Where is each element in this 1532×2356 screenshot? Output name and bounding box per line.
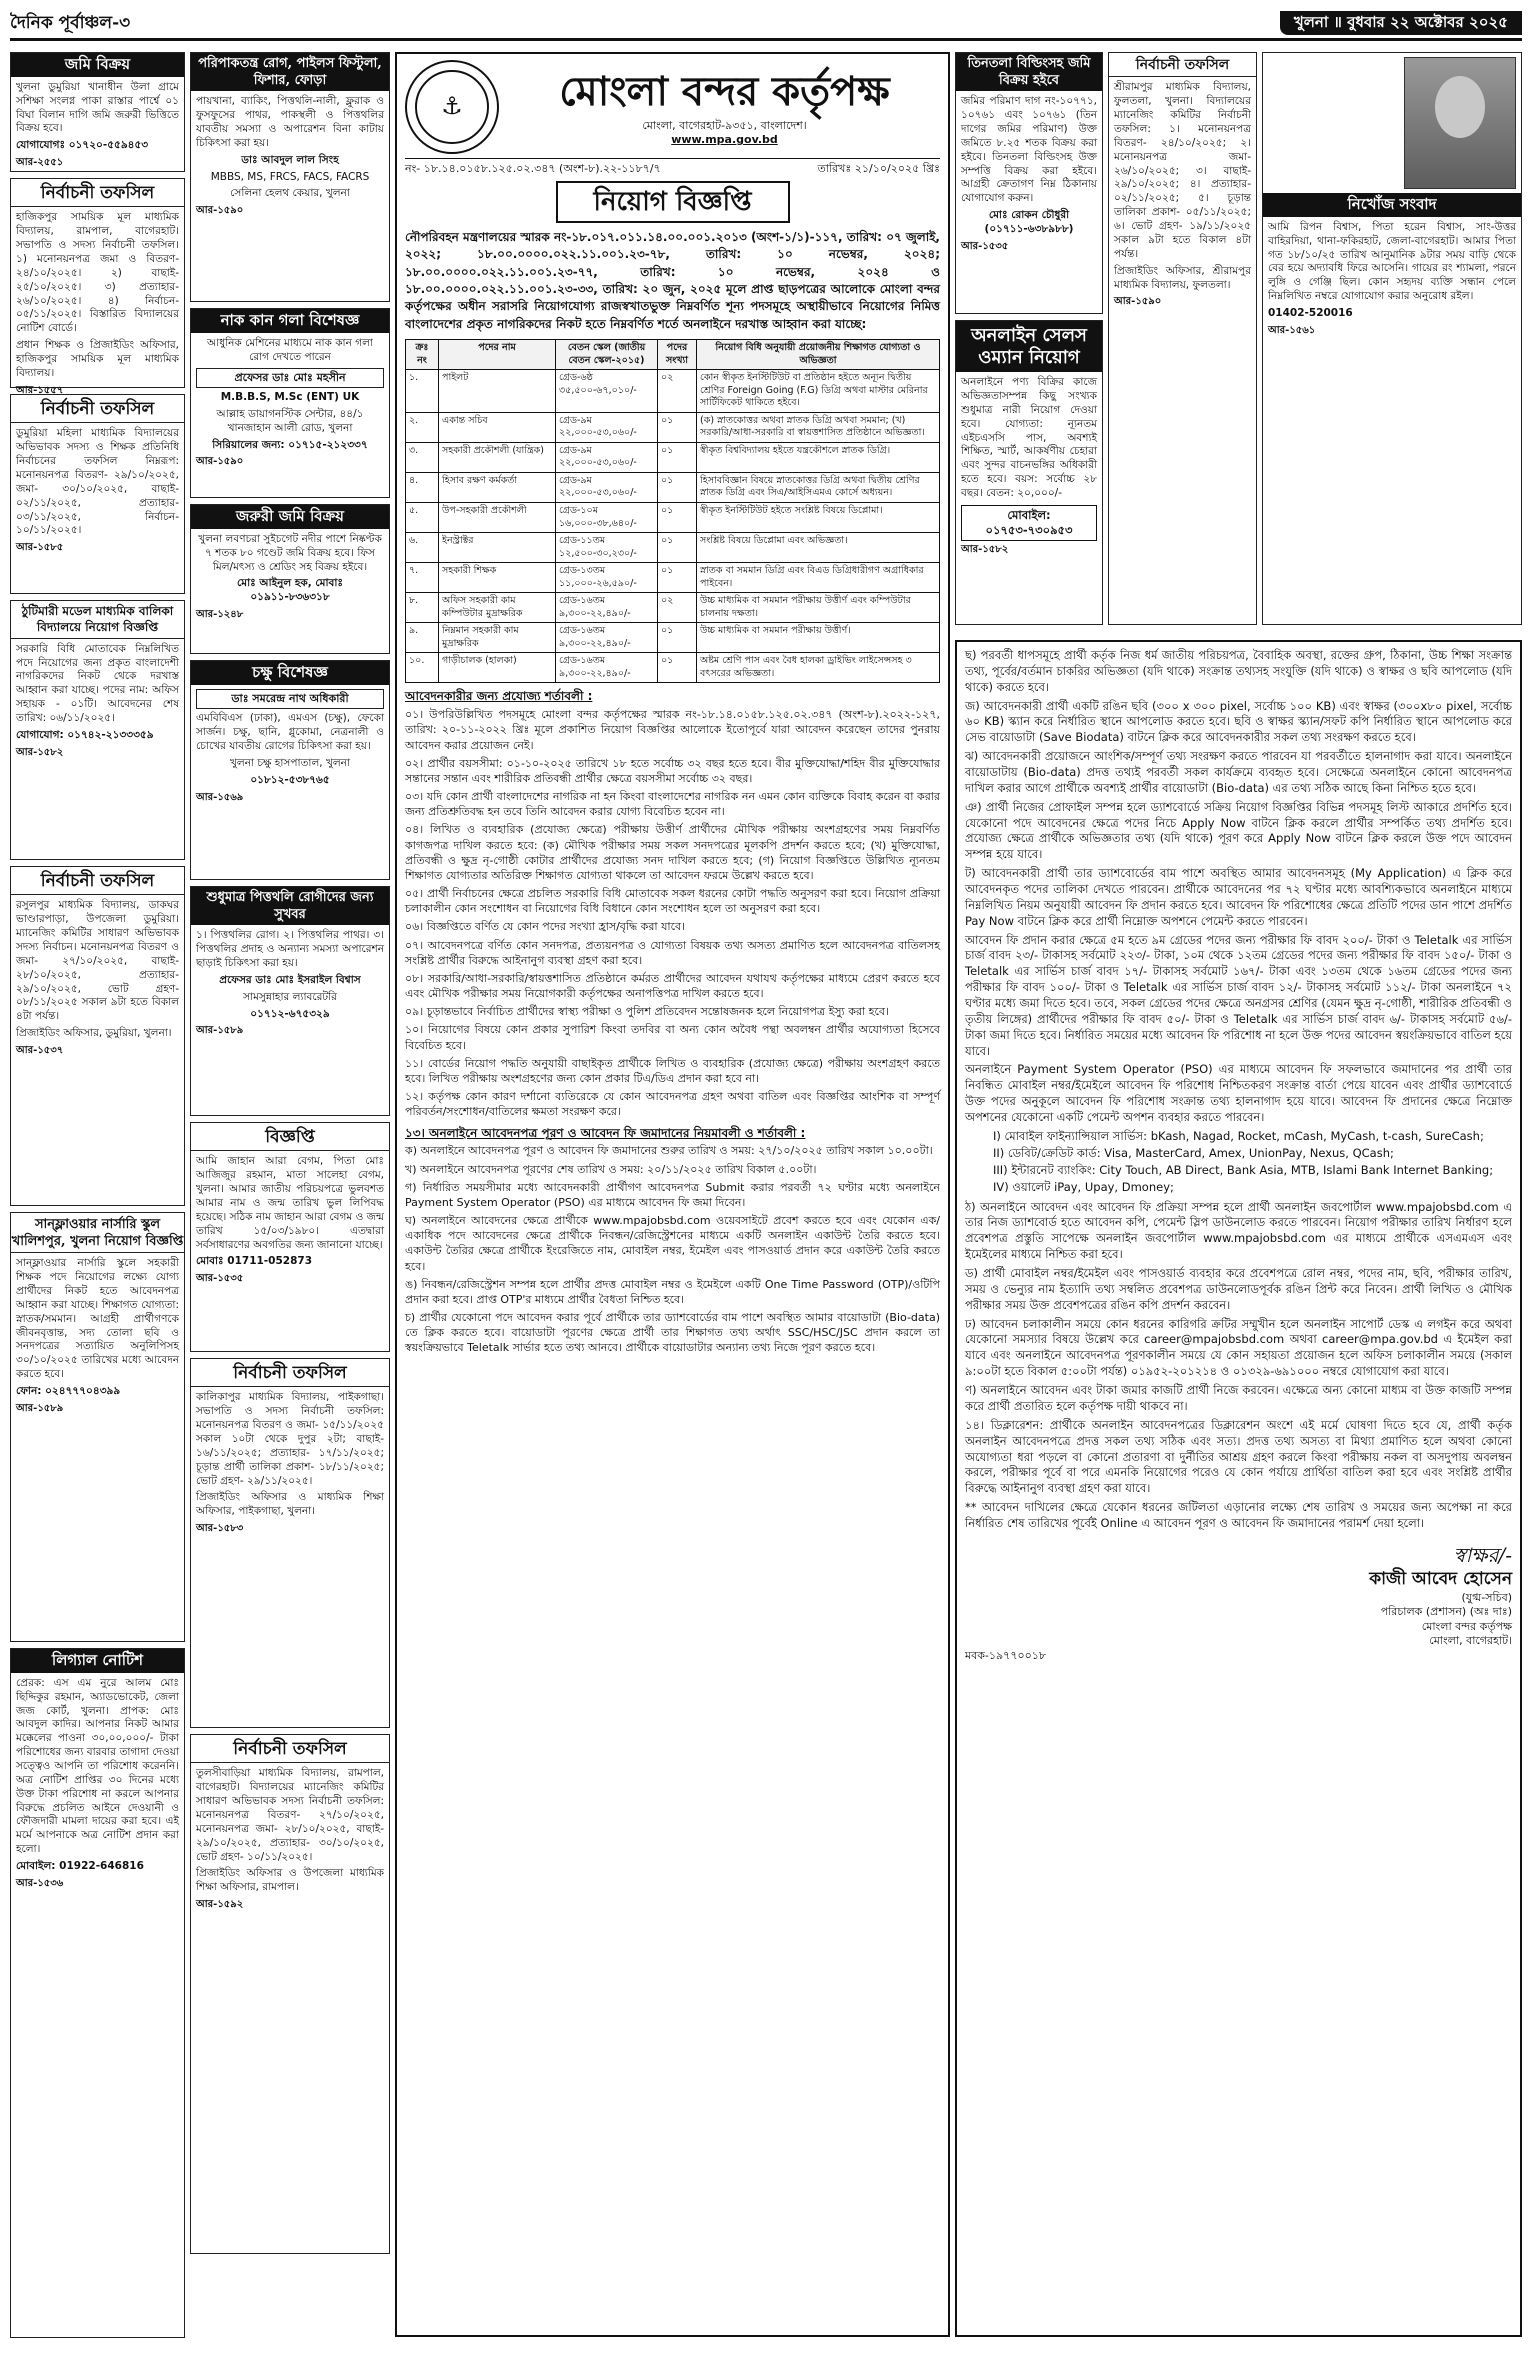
ad-contact: যোগাযোগ: ০১৭৪২-২১৩৩৩৫৯: [16, 728, 154, 741]
rules-header: আবেদনকারীর জন্য প্রযোজ্য শর্তাবলী :: [405, 689, 593, 704]
ad-title: নির্বাচনী তফসিল: [11, 870, 184, 895]
payment-option: II) ডেবিট/ক্রেডিট কার্ড: Visa, MasterCard, Amex, UnionPay, Nexus, QCash;: [993, 1146, 1394, 1161]
masthead: [10, 8, 1522, 41]
ad-election-3: [10, 866, 185, 1206]
ad-gallbladder: [190, 886, 390, 1116]
ad-election-4: [190, 1358, 390, 1728]
ad-body: ডুমুরিয়া মহিলা মাধ্যমিক বিদ্যালয়ের অভিভাবক সদস্য ও শিক্ষক প্রতিনিধি নির্বাচনের তফসিল নিম্নরূপ: মনোনয়নপত্র বিতরণ- ২৯/১০/২০২৫, জমা- ৩০/১০/২০২৫, বাছাই- ০২/১১/২০২৫, প্রত্যাহার- ০৩/১১/২০২৫, নির্বাচন- ১০/১১/২০২৫।: [16, 427, 179, 537]
ad-title: নির্বাচনী তফসিল: [1109, 56, 1256, 77]
ad-title: ঠুটিমারী মডেল মাধ্যমিক বালিকা বিদ্যালয়ে নিয়োগ বিজ্ঞপ্তি: [11, 604, 184, 639]
ad-recruit: [10, 600, 185, 860]
ad-contact: মোবাঃ 01711-052873: [196, 1255, 313, 1268]
ad-election-2: [10, 394, 185, 594]
table-cell-req: স্বীকৃত ইনস্টিটিউট হইতে সংশ্লিষ্ট বিষয়ে ডিপ্লোমা।: [697, 503, 940, 533]
table-cell-name: গাড়ীচালক (হালকা): [439, 653, 556, 683]
table-cell-name: সহকারী শিক্ষক: [439, 563, 556, 593]
signature-block: [965, 1542, 1512, 1649]
column-5: [1262, 52, 1522, 631]
ad-ref: আর-১৫৫৭: [16, 384, 64, 396]
table-cell-name: নিম্নমান সহকারী কাম মুদ্রাক্ষরিক: [439, 623, 556, 653]
rule-paragraph: ০১। উপরিউল্লিখিত পদসমূহে মোংলা বন্দর কর্তৃপক্ষের স্মারক নং-১৮.১৪.০১৫৮.১২৫.০২.৩৪৭ (অংশ-৮).২০২২-১২৭, তারিখ: ২০-১১-২০২২ খ্রিঃ মূলে প্রকাশিত নিয়োগ বিজ্ঞপ্তির আলোকে ইতোপূর্বে যারা আবেদন করেছেন তাদের পুনরায় আবেদন করার প্রয়োজন নেই।: [405, 708, 940, 752]
ad-title: চক্ষু বিশেষজ্ঞ: [191, 661, 389, 685]
ad-ref: আর-১৫৩৭: [16, 1045, 64, 1057]
ad-body: খুলনা লবণচরা সুইচগেট নদীর পাশে নিষ্কণ্টক ৭ শতক ৮০ গণ্ডেট জমি বিক্রয় হবে। ফিস মিল/মৎস্য ও শ্রেডিং সহ বিক্রয় হইবে।: [198, 532, 382, 573]
table-cell-name: হিসাব রক্ষণ কর্মকর্তা: [439, 472, 556, 502]
rule-paragraph: ঘ) অনলাইনে আবেদনের ক্ষেত্রে প্রার্থীকে www.mpajobsbd.com ওয়েবসাইটে প্রবেশ করতে হবে এবং যেকোন এক/একাধিক পদে আবেদনের ক্ষেত্রে প্রার্থীকে নিবন্ধন/রেজিস্ট্রেশনের মাধ্যমে একটি অনলাইন একাউন্ট তৈরি করতে হবে। একাউন্ট তৈরির ক্ষেত্রে প্রার্থীকে ইংরেজিতে নাম, মোবাইল নম্বর, ইমেইল এবং পাসওয়ার্ড প্রদান করে একাউন্ট তৈরি করতে হবে।: [405, 1214, 940, 1273]
rule-paragraph: ট) আবেদনকারী প্রার্থী তার ড্যাশবোর্ডের বাম পাশে অবস্থিত আমার আবেদনসমূহ (My Application) এ ক্লিক করে আবেদনকৃত পদের তালিকা দেখতে পারবেন। প্রার্থীকে আবেদনের পর ৭২ ঘণ্টার মধ্যে আবশ্যিকভাবে অনলাইনে মাধ্যমে নিম্নলিখিত নিয়ম অনুযায়ী আবেদন ফি প্রদান করতে হবে। আবেদন ফি পরিশোধের ক্ষেত্রে প্রতিটি পদের ডান পাশে প্রদর্শিত Pay Now বাটনে ক্লিক করে প্রার্থী নিম্নোক্ত অপশনে পেমেন্ট করতে পারবেন।: [965, 866, 1512, 928]
signature-mark: স্বাক্ষর/-: [1453, 1542, 1512, 1567]
rule-paragraph: ০৪। লিখিত ও ব্যবহারিক (প্রযোজ্য ক্ষেত্রে) পরীক্ষায় উত্তীর্ণ প্রার্থীদের মৌখিক পরীক্ষায় অংশগ্রহণের সময় নিম্নবর্ণিত কাগজপত্র দাখিল করতে হবে: (ক) মৌখিক পরীক্ষার সময় সকল সনদপত্রের মূলকপি প্রদর্শন করতে হবে; (খ) মুক্তিযোদ্ধা, প্রতিবন্ধী ও ক্ষুদ্র নৃ-গোষ্ঠী কোটার প্রার্থীদের প্রযোজ্য সনদ দাখিল করতে হবে; (গ) নিয়োগ বিজ্ঞপ্তিতে উল্লিখিত ন্যূনতম শিক্ষাগত যোগ্যতার অতিরিক্ত শিক্ষাগত যোগ্যতা থাকলে তা আবেদন ফরমে উল্লেখ করতে হবে।: [405, 823, 940, 882]
table-header: নিয়োগ বিধি অনুযায়ী প্রয়োজনীয় শিক্ষাগত যোগ্যতা ও অভিজ্ঞতা: [697, 340, 940, 370]
org-title: মোংলা বন্দর কর্তৃপক্ষ: [559, 68, 890, 116]
signer-department: পরিচালক (প্রশাসন) (অঃ দাঃ): [1380, 1605, 1512, 1619]
table-cell-n: ৪.: [406, 472, 439, 502]
ad-title: পরিপাকতন্ত্র রোগ, পাইলস ফিস্টুলা, ফিশার, ফোড়া: [191, 53, 389, 91]
rule-paragraph: ০৭। আবেদনপত্রে বর্ণিত কোন সনদপত্র, প্রত্যয়নপত্র ও যোগ্যতা বিষয়ক তথ্য অসত্য প্রমাণিত হলে আবেদনপত্র বাতিলসহ সংশ্লিষ্ট প্রার্থীর বিরুদ্ধে আইনানুগ ব্যবস্থা গ্রহণ করা হবে।: [405, 938, 940, 967]
ad-sign: প্রিজাইডিং অফিসার, শ্রীরামপুর মাধ্যমিক বিদ্যালয়, ফুলতলা।: [1114, 264, 1251, 291]
ad-doctor-gastro: [190, 52, 390, 302]
ad-ref: আর-১৫৯০: [1114, 296, 1162, 308]
table-cell-n: ২.: [406, 412, 439, 442]
rule-paragraph: ০৯। চূড়ান্তভাবে নির্বাচিত প্রার্থীদের স্বাস্থ্য পরীক্ষা ও পুলিশ প্রতিবেদন সন্তোষজনক হলে নিয়োগপত্র ইস্যু করা হবে।: [405, 1005, 889, 1019]
column-4: [955, 52, 1257, 631]
signer-role: (যুগ্ম-সচিব): [1461, 1590, 1512, 1604]
ad-title: তিনতলা বিল্ডিংসহ জমি বিক্রয় হইবে: [956, 53, 1102, 91]
main-ad-box: [395, 52, 950, 2337]
ad-ent: [190, 308, 390, 498]
table-cell-req: স্বীকৃত বিশ্ববিদ্যালয় হইতে যন্ত্রকৌশলে স্নাতক ডিগ্রি।: [697, 442, 940, 472]
ad-ref: আর-১৫৮৫: [16, 542, 64, 554]
notice-intro: নৌপরিবহন মন্ত্রণালয়ের স্মারক নং-১৮.০১৭.০১১.১৪.০০.০০১.২০১৩ (অংশ-১/১)-১১৭, তারিখ: ০৭ জুলাই, ২০২২; ১৮.০০.০০০০.০২২.১১.০০১.২৩-৭৮, তারিখ: ১০ নভেম্বর, ২০২৪; ১৮.০০.০০০০.০২২.১১.০০১.২৩-৭৭, তারিখ: ১০ নভেম্বর, ২০২৪ ও ১৮.০০.০০০০.০২২.১১.০০১.২৩-৩৩, তারিখ: ২০ জুন, ২০২৫ মূলে প্রাপ্ত ছাড়পত্রের আলোকে মোংলা বন্দর কর্তৃপক্ষের অধীন সরাসরি নিয়োগযোগ্য রাজস্বখাতভুক্ত নিম্নবর্ণিত শূন্য পদসমূহে অস্থায়ীভাবে নিয়োগের নিমিত্ত বাংলাদেশের প্রকৃত নাগরিকদের নিকট হতে নিম্নবর্ণিত শর্তে অনলাইনে দরখাস্ত আহ্বান করা যাচ্ছে:: [405, 229, 940, 331]
doctor-chamber: আল্লাহ ডায়াগনস্টিক সেন্টার, ৪৪/১ খানজাহান আলী রোড, খুলনা: [216, 407, 364, 434]
ad-ref: আর-১৫৩৬: [16, 1877, 64, 1889]
table-cell-scale: গ্রেড-১৬তম ৯,৩০০-২২,৪৯০/-: [556, 653, 658, 683]
rule-paragraph: অনলাইনে Payment System Operator (PSO) এর মাধ্যমে আবেদন ফি সফলভাবে জমাদানের পর প্রার্থী তার নিবন্ধিত মোবাইল নম্বর/ইমেইলে আবেদন ফি পরিশোধ নিশ্চিতকরণ সংক্রান্ত বার্তা পেয়ে যাবেন এবং প্রার্থীর ড্যাশবোর্ডে উক্ত পদের অনুকূলে আবেদন ফি পরিশোধ সংক্রান্ত তথ্য হালনাগাদ হয়ে যাবে। আবেদন ফি প্রদানের ক্ষেত্রে নিম্নোক্ত অপশনের যেকোনো একটি পেমেন্ট অপশন ব্যবহার করতে পারবেন।: [965, 1062, 1512, 1125]
table-row: [406, 623, 940, 653]
payment-options-list: [993, 1129, 1512, 1196]
table-cell-req: হিসাববিজ্ঞান বিষয়ে স্নাতকোত্তর ডিগ্রি অথবা দ্বিতীয় শ্রেণির স্নাতক ডিগ্রি এবং সিএ/আইসিএমএ কোর্সে অধ্যয়ন।: [697, 472, 940, 502]
online-rules-header: ১৩। অনলাইনে আবেদনপত্র পূরণ ও আবেদন ফি জমাদানের নিয়মাবলী ও শর্তাবলী :: [405, 1125, 806, 1140]
ad-title: নাক কান গলা বিশেষজ্ঞ: [191, 309, 389, 333]
posts-table: [405, 339, 940, 683]
table-cell-n: ৮.: [406, 593, 439, 623]
table-header: ক্রঃ নং: [406, 340, 439, 370]
ad-ref: আর-১৫৬১: [1268, 324, 1316, 336]
rule-paragraph: ঠ) অনলাইনে আবেদন এবং আবেদন ফি প্রক্রিয়া সম্পন্ন হলে প্রার্থী অনলাইন জবপোর্টাল www.mpajobsbd.com এ তার নিজ ড্যাশবোর্ড হতে আবেদন কপি, পেমেন্ট স্লিপ ডাউনলোড করতে পারবেন। নিয়োগ পরীক্ষার তারিখ নির্ধারণ হলে প্রবেশপত্র প্রস্তুতি সাপেক্ষে অনলাইন জবপোর্টাল www.mpajobsbd.com এর মাধ্যমে প্রার্থীকে এসএমএস এবং ইমেইলের মাধ্যমে নিশ্চিত করা হবে।: [965, 1199, 1512, 1262]
ad-legal-notice: [10, 1648, 185, 2338]
table-header: পদের নাম: [439, 340, 556, 370]
ad-contact: যোগাযোগঃ ০১৭২০-৫৫৯৪৫৩: [16, 139, 149, 152]
table-cell-req: কোন স্বীকৃত ইনস্টিটিউট বা প্রতিষ্ঠান হইতে অন্যূন দ্বিতীয় শ্রেণির Foreign Going (F.G) ডিগ্রি অথবা মাস্টার মেরিনার সার্টিফিকেট থাকিতে হইবে।: [697, 370, 940, 413]
ad-ref: আর-১৫৩৫: [196, 1273, 244, 1285]
org-website: www.mpa.gov.bd: [671, 133, 778, 147]
table-cell-count: ০২: [658, 593, 697, 623]
table-cell-name: পাইলট: [439, 370, 556, 413]
ad-urgent-land: [190, 504, 390, 654]
memo-date: তারিখঃ ২১/১০/২০২৫ খ্রিঃ: [817, 162, 940, 175]
table-cell-scale: গ্রেড-১০ম ১৬,০০০-৩৮,৬৪০/-: [556, 503, 658, 533]
ad-title: লিগ্যাল নোটিশ: [11, 1649, 184, 1673]
payment-option: IV) ওয়ালেট iPay, Upay, Dmoney;: [993, 1180, 1174, 1195]
rule-paragraph: ০২। প্রার্থীর বয়সসীমা: ০১-১০-২০২৫ তারিখে ১৮ হতে সর্বোচ্চ ৩২ বছর হতে হবে। বীর মুক্তিযোদ্ধা/শহিদ বীর মুক্তিযোদ্ধার সন্তানের সন্তান এবং শারীরিক প্রতিবন্ধী প্রার্থীর ক্ষেত্রে বয়সসীমা সর্বোচ্চ ৩২ বছর।: [405, 756, 940, 785]
ad-body: পায়খানা, ব্যাকিং, পিত্তথলি-নালী, ফ্লুরাক ও ফুসফুসের পাথর, পাকস্থলী ও পিত্তথলির যাবতীয় সমস্যা ও অপারেশন বিনা কাটায় চিকিৎসা করা হয়।: [196, 95, 384, 149]
continuation-rules: [965, 648, 1512, 1126]
table-row: [406, 472, 940, 502]
table-cell-name: ইনস্ট্রাক্টর: [439, 533, 556, 563]
ad-ref: আর-১৫৮২: [961, 544, 1009, 556]
ad-body: কালিকাপুর মাধ্যমিক বিদ্যালয়, পাইকগাছা। সভাপতি ও সদস্য নির্বাচনী তফসিল: মনোনয়নপত্র বিতরণ ও জমা- ১৫/১১/২০২৫ সকাল ১০টা থেকে দুপুর ২টা; বাছাই- ১৬/১১/২০২৫; প্রত্যাহার- ১৭/১১/২০২৫; চূড়ান্ত প্রার্থী তালিকা প্রকাশ- ১৮/১১/২০২৫; ভোট গ্রহণ- ২৯/১১/২০২৫।: [196, 1391, 384, 1487]
ad-body: আধুনিক মেশিনের মাধ্যমে নাক কান গলা রোগ দেখতে পারেন: [207, 336, 373, 363]
ad-title: সান্ফ্লাওয়ার নার্সারি স্কুল খালিশপুর, খুলনা নিয়োগ বিজ্ঞপ্তি: [11, 1216, 184, 1253]
table-cell-name: অফিস সহকারী কাম কম্পিউটার মুদ্রাক্ষরিক: [439, 593, 556, 623]
ad-body: হাজিকপুর সাময়িক মূল মাধ্যমিক বিদ্যালয়, রামপাল, বাগেরহাট। সভাপতি ও সদস্য নির্বাচনী তফসিল। ১) মনোনয়নপত্র জমা ও বিতরণ- ২৪/১০/২০২৫। ২) বাছাই- ২৫/১০/২০২৫। ৩) প্রত্যাহার- ২৬/১০/২০২৫। ৪) নির্বাচন- ০৫/১১/২০২৫। বিস্তারিত বিদ্যালয়ের নোটিশ বোর্ডে।: [16, 211, 179, 335]
rule-paragraph: জ) আবেদনকারী প্রার্থী একটি রঙিন ছবি (৩০০ x ৩০০ pixel, সর্বোচ্চ ১০০ KB) এবং স্বাক্ষর (৩০০x৮০ pixel, সর্বোচ্চ ৬০ KB) স্ক্যান করে নির্ধারিত স্থানে আপলোড করতে হবে। ছবি ও স্বাক্ষর স্ক্যান/সফট কপি নির্ধারিত স্থানে আপলোড করে সেভ বায়োডাটা (Save Biodata) বাটনে ক্লিক করে আবেদনকারীর সকল তথ্য সংরক্ষণ করতে হবে।: [965, 698, 1512, 745]
table-header: পদের সংখ্যা: [658, 340, 697, 370]
ad-body: এমবিবিএস (ঢাকা), এমএস (চক্ষু), ফেকো সার্জন। চক্ষু, ছানি, গ্লুকোমা, নেত্রনালী ও চোখের যাবতীয় রোগের চিকিৎসা করা হয়।: [196, 712, 384, 753]
doctor-chamber: সামসুন্নাহার ল্যাবরেটরি: [243, 990, 337, 1003]
signer-location: মোংলা, বাগেরহাট।: [1429, 1634, 1512, 1648]
table-cell-scale: গ্রেড-১৩তম ১১,০০০-২৬,৫৯০/-: [556, 563, 658, 593]
ad-election-6: [1108, 52, 1257, 625]
ad-ref: আর-১৫৮৯: [16, 1402, 64, 1414]
table-cell-req: সংশ্লিষ্ট বিষয়ে ডিপ্লোমা এবং অভিজ্ঞতা।: [697, 533, 940, 563]
table-cell-count: ০১: [658, 442, 697, 472]
table-cell-count: ০১: [658, 472, 697, 502]
table-cell-n: ৬.: [406, 533, 439, 563]
table-cell-scale: গ্রেড-৯ম ২২,০০০-৫৩,০৬০/-: [556, 412, 658, 442]
online-rules-list: [405, 1143, 940, 1355]
table-header-row: [406, 340, 940, 370]
ad-contact: ০১৭১২-৬৭৫৩২৯: [250, 1007, 330, 1020]
table-cell-scale: গ্রেড-১৬তম ৯,৩০০-২২,৪৯০/-: [556, 623, 658, 653]
table-row: [406, 412, 940, 442]
table-cell-n: ৯.: [406, 623, 439, 653]
anchor-logo-icon: ⚓: [405, 60, 499, 154]
missing-person-photo: [1404, 57, 1516, 189]
rule-paragraph: ** আবেদন দাখিলের ক্ষেত্রে যেকোন ধরনের জটিলতা এড়ানোর লক্ষ্যে শেষ তারিখ ও সময়ের জন্য অপেক্ষা না করে নির্ধারিত শেষ তারিখের পূর্বেই Online এ আবেদন পূরণ ও আবেদন ফি জমাদানের পরামর্শ দেয়া হলো।: [965, 1500, 1512, 1530]
posts-table-body: [406, 370, 940, 683]
ad-body: সরকারি বিধি মোতাবেক নিম্নলিখিত পদে নিয়োগের জন্য প্রকৃত বাংলাদেশী নাগরিকদের নিকট থেকে দরখাস্ত আহ্বান করা যাচ্ছে। পদের নাম: অফিস সহায়ক - ০১টি। আবেদনের শেষ তারিখ: ০৬/১১/২০২৫।: [16, 642, 179, 724]
table-cell-scale: গ্রেড-৯ম ২২,০০০-৫৩,০৬০/-: [556, 442, 658, 472]
ad-ref: আর-১৫৯০: [196, 456, 244, 468]
doctor-name: ডাঃ আবদুল লাল সিংহ: [241, 153, 339, 166]
doctor-degree: MBBS, MS, FRCS, FACS, FACRS: [210, 170, 370, 183]
table-cell-name: সহকারী প্রকৌশলী (যান্ত্রিক): [439, 442, 556, 472]
rule-paragraph: ঞ) প্রার্থী নিজের প্রোফাইল সম্পন্ন হলে ড্যাশবোর্ডে সক্রিয় নিয়োগ বিজ্ঞপ্তির বিভিন্ন পদসমূহ লিস্ট আকারে প্রদর্শিত হবে। যেকোনো পদে আবেদনের ক্ষেত্রে পদের নিচে Apply Now বাটনে ক্লিক করলে প্রার্থীর সম্পর্কিত তথ্য প্রদর্শিত হবে। প্রযোজ্য ক্ষেত্রে প্রার্থীকে অভিজ্ঞতার তথ্য (যদি থাকে) পূরণ করে Apply Now বাটনে ক্লিক করলে উক্ত পদে আবেদন সম্পন্ন হয়ে যাবে।: [965, 799, 1512, 862]
table-cell-n: ১.: [406, 370, 439, 413]
ad-body: জমির পরিমাণ দাগ নং-১০৭৭১, ১০৭৬১ এবং ১০৭৬১ (তিন দাগের জমির পরিমাণ) উক্ত জমিতে ৮.২৫ শতক বিক্রয় করা হইবে। তিনতলা বিল্ডিংসহ উক্ত সম্পত্তি বিক্রয় করা হইবে। আগ্রহী ক্রেতাগণ নিম্ন ঠিকানায় যোগাযোগ করুন।: [961, 95, 1097, 205]
table-cell-n: ৭.: [406, 563, 439, 593]
table-row: [406, 370, 940, 413]
table-cell-n: ১০.: [406, 653, 439, 683]
ad-contact: সিরিয়ালের জন্য: ০১৭১৫-২১২৩৩৭: [212, 438, 368, 451]
ad-body: আমি জাহান আরা বেগম, পিতা মোঃ আজিজুর রহমান, মাতা সালেহা বেগম, খুলনা। আমার জাতীয় পরিচয়পত্রে ভুলবশত আমার নাম ও জন্ম তারিখ ভুল লিপিবদ্ধ হয়েছে। সঠিক নাম জাহান আরা বেগম ও জন্ম তারিখ ১৫/০৩/১৯৮০। এতদ্বারা সর্বসাধারণের অবগতির জন্য জানানো যাচ্ছে।: [196, 1155, 384, 1251]
doctor-chamber: সেলিনা হেলথ কেয়ার, খুলনা: [230, 187, 350, 200]
rule-paragraph: চ) প্রার্থীর যেকোনো পদে আবেদন করার পূর্বে প্রার্থীকে তার ড্যাশবোর্ডের বাম পাশে অবস্থিত আমার বায়োডাটা (Bio-data) তে ক্লিক করতে হবে। বায়োডাটা পূরণের ক্ষেত্রে প্রার্থী তার শিক্ষাগত তথ্য অর্থাৎ SSC/HSC/JSC প্রদান করলে তা স্বয়ংক্রিয়ভাবে Teletalk সার্ভার হতে তথ্য আনবে। প্রার্থীকে বায়োডাটার অন্যান্য তথ্য নিজে পূরণ করতে হবে।: [405, 1311, 940, 1355]
doctor-name: প্রফেসর ডাঃ মোঃ ইসরাইল বিশ্বাস: [219, 973, 361, 986]
rule-paragraph: ০৬। বিজ্ঞপ্তিতে বর্ণিত যে কোন পদের সংখ্যা হ্রাস/বৃদ্ধি করা যাবে।: [405, 920, 686, 934]
table-cell-count: ০১: [658, 623, 697, 653]
column-1: [10, 52, 185, 2344]
ad-ref: আর-১৫৮৩: [196, 1523, 244, 1535]
ad-title: নির্বাচনী তফসিল: [11, 182, 184, 207]
ad-title: নির্বাচনী তফসিল: [191, 1738, 389, 1763]
doctor-name: ডাঃ সমরেন্দ্র নাথ অধিকারী: [196, 689, 384, 710]
rule-paragraph: খ) অনলাইনে আবেদনপত্র পূরণের শেষ তারিখ ও সময়: ২০/১১/২০২৫ তারিখ বিকাল ৫.০০টা।: [405, 1162, 817, 1176]
masthead-date: খুলনা ॥ বুধবার ২২ অক্টোবর ২০২৫: [1280, 11, 1522, 35]
rule-paragraph: ১১। বোর্ডের নিয়োগ পদ্ধতি অনুযায়ী বাছাইকৃত প্রার্থীকে লিখিত ও ব্যবহারিক (প্রযোজ্য ক্ষেত্রে) পরীক্ষায় অংশগ্রহণ করতে হবে। লিখিত পরীক্ষায় অংশগ্রহণের জন্য কোন প্রকার টিএ/ডিএ প্রদান করা হবে না।: [405, 1056, 940, 1085]
rule-paragraph: ০৮। সরকারি/আধা-সরকারি/স্বায়ত্তশাসিত প্রতিষ্ঠানে কর্মরত প্রার্থীদের আবেদন যথাযথ কর্তৃপক্ষের মাধ্যমে প্রেরণ করতে হবে এবং মৌখিক পরীক্ষার সময় নিয়োগকারী কর্তৃপক্ষের অনাপত্তিপত্র দাখিল করতে হবে।: [405, 971, 940, 1001]
ad-body: আমি রিপন বিশ্বাস, পিতা হরেন বিশ্বাস, সাং-উত্তর বাহিরদিয়া, থানা-ফকিরহাট, জেলা-বাগেরহাট। আমার পিতা গত ১৮/১০/২৫ তারিখ আনুমানিক ৯টার সময় বাড়ি থেকে বের হয়ে অদ্যাবধি ফিরে আসেনি। গায়ের রং শ্যামলা, পরনে লুঙ্গি ও গেঞ্জি ছিল। কোন সহৃদয় ব্যক্তি সন্ধান পেলে নিম্নলিখিত নম্বরে যোগাযোগ করার অনুরোধ রইল।: [1268, 220, 1516, 303]
rule-paragraph: ১২। কর্তৃপক্ষ কোন কারণ দর্শানো ব্যতিরেকে যে কোন আবেদনপত্র গ্রহণ অথবা বাতিল এবং বিজ্ঞপ্তির আংশিক বা সম্পূর্ণ পরিবর্তন/সংশোধন/বাতিলের ক্ষমতা সংরক্ষণ করে।: [405, 1090, 940, 1119]
ad-body: তুলসীবাড়িয়া মাধ্যমিক বিদ্যালয়, রামপাল, বাগেরহাট। বিদ্যালয়ের ম্যানেজিং কমিটির সাধারণ অভিভাবক সদস্য নির্বাচনী তফসিল: মনোনয়নপত্র বিতরণ- ২৭/১০/২০২৫, মনোনয়নপত্র জমা- ২৮/১০/২০২৫, বাছাই- ২৯/১০/২০২৫, প্রত্যাহার- ৩০/১০/২০২৫, ভোট গ্রহণ- ১০/১১/২০২৫।: [196, 1767, 384, 1863]
ad-ref: আর-১৫৮৯: [196, 1025, 244, 1037]
ad-sign: প্রিজাইডিং অফিসার ও উপজেলা মাধ্যমিক শিক্ষা অফিসার, রামপাল।: [196, 1867, 384, 1894]
table-cell-name: একান্ত সচিব: [439, 412, 556, 442]
rules-list: [405, 707, 940, 1119]
table-row: [406, 563, 940, 593]
ad-land-building: [955, 52, 1103, 314]
rule-paragraph: ১৪। ডিক্লারেশন: প্রার্থীকে অনলাইন আবেদনপত্রের ডিক্লারেশন অংশে এই মর্মে ঘোষণা দিতে হবে যে, প্রার্থী কর্তৃক অনলাইন আবেদনপত্রে প্রদত্ত সকল তথ্য সঠিক এবং সত্য। প্রদত্ত তথ্য অসত্য বা মিথ্যা প্রমাণিত হলে অথবা কোনো অযোগ্যতা ধরা পড়লে বা কোনো প্রতারণা বা দুর্নীতির আশ্রয় গ্রহণ করলে কিংবা পরীক্ষায় নকল বা অসদুপায় অবলম্বন করলে, পরীক্ষার পূর্বে বা পরে এমনকি নিয়োগের পরেও যে কোন পর্যায়ে প্রার্থিতা বাতিল করা হবে এবং সংশ্লিষ্ট প্রার্থীর বিরুদ্ধে আইনানুগ ব্যবস্থা গ্রহণ করা যাবে।: [965, 1417, 1512, 1496]
doctor-degree: M.B.B.S, M.Sc (ENT) UK: [220, 391, 360, 404]
column-4-top: [955, 52, 1257, 631]
table-cell-scale: গ্রেড-১১তম ১২,৫০০-৩০,২৩০/-: [556, 533, 658, 563]
ad-contact: ০১৮১২-৫৩৮৭৬৫: [250, 773, 330, 786]
ad-missing-person: [1262, 52, 1522, 625]
rule-paragraph: ঙ) নিবন্ধন/রেজিস্ট্রেশন সম্পন্ন হলে প্রার্থীর প্রদত্ত মোবাইল নম্বর ও ইমেইলে একটি One Time Password (OTP)/ওটিপি প্রদান করা হবে। প্রাপ্ত OTP'র মাধ্যমে প্রার্থীর বৈধতা নিশ্চিত হবে।: [405, 1277, 940, 1306]
table-cell-n: ৫.: [406, 503, 439, 533]
main-ad-continuation: [955, 640, 1522, 2337]
ad-title: শুধুমাত্র পিত্তথলি রোগীদের জন্য সুখবর: [191, 887, 389, 925]
table-cell-count: ০১: [658, 653, 697, 683]
ad-contact: মোঃ আইনুল হক, মোবাঃ ০১৯১১-৮৩৬৩১৮: [237, 577, 343, 604]
rule-paragraph: আবেদন ফি প্রদান করার ক্ষেত্রে ৫ম হতে ৯ম গ্রেডের পদের জন্য পরীক্ষার ফি বাবদ ২০০/- টাকা ও Teletalk এর সার্ভিস চার্জ বাবদ ২৩/- টাকাসহ সর্বমোট ২২৩/- টাকা, ১০ম থেকে ১২তম গ্রেডের পদের জন্য পরীক্ষার ফি বাবদ ১৫০/- টাকা ও Teletalk এর সার্ভিস চার্জ বাবদ ১৭/- টাকাসহ সর্বমোট ১৬৭/- টাকা এবং ১৩তম থেকে ১৬তম গ্রেডের পদের জন্য পরীক্ষার ফি বাবদ ১০০/- টাকা ও Teletalk এর সার্ভিস চার্জ বাবদ ১২/- টাকাসহ সর্বমোট ১১২/- টাকা অনলাইনে ৭২ ঘণ্টার মধ্যে জমা দিতে হবে। তবে, সকল গ্রেডের পদের ক্ষেত্রে অনগ্রসর শ্রেণির (যেমন ক্ষুদ্র নৃ-গোষ্ঠী, শারীরিক প্রতিবন্ধী ও তৃতীয় লিঙ্গের) প্রার্থীদের পরীক্ষার ফি বাবদ ৫০/- টাকা ও Teletalk এর সার্ভিস চার্জ বাবদ ৬/- টাকাসহ সর্বমোট ৫৬/- টাকা জমা দিতে হবে। নির্ধারিত সময়ের মধ্যে আবেদন ফি পরিশোধ না হলে উক্ত পদের আবেদন স্বয়ংক্রিয়ভাবে বাতিল হয়ে যাবে।: [965, 932, 1512, 1058]
table-row: [406, 533, 940, 563]
signer-name: কাজী আবেদ হোসেন: [1369, 1569, 1512, 1590]
ad-title: বিজ্ঞপ্তি: [191, 1126, 389, 1151]
table-cell-count: ০১: [658, 503, 697, 533]
rule-paragraph: ঝ) আবেদনকারী প্রয়োজনে আংশিক/সম্পূর্ণ তথ্য সংরক্ষণ করতে পারবেন যা পরবর্তীতে হালনাগাদ করা যাবে। অনলাইনে বায়োডাটায় (Bio-data) প্রদত্ত তথ্যই পরবর্তী সকল কার্যক্রমে ব্যবহৃত হবে। সেক্ষেত্রে অনলাইনে কোনো আবেদনপত্র দাখিল করার আগে প্রার্থীকে অবশ্যই প্রার্থীর বায়োডাটা (Bio-data) এর তথ্য সঠিক আছে কিনা নিশ্চিত হতে হবে।: [965, 749, 1512, 795]
ad-election-1: [10, 178, 185, 396]
table-cell-req: উচ্চ মাধ্যমিক বা সমমান পরীক্ষায় উত্তীর্ণ এবং কম্পিউটার চালনায় দক্ষতা।: [697, 593, 940, 623]
rule-paragraph: ক) অনলাইনে আবেদনপত্র পূরণ ও আবেদন ফি জমাদানের শুরুর তারিখ ও সময়: ২৭/১০/২০২৫ তারিখ সকাল ১০.০০টা।: [405, 1144, 933, 1158]
ad-phone: মোবাইল: ০১৭৫৩-৭৩০৯৫৩: [961, 505, 1097, 541]
ad-body: ১। পিত্তথলির রোগ। ২। পিত্তথলির পাথর। ৩। পিত্তথলির প্রদাহ ও অন্যান্য সমস্যা অপারেশন ছাড়াই চিকিৎসা করা হয়।: [196, 929, 384, 970]
continuation-rules-2: [965, 1200, 1512, 1532]
rule-paragraph: ১০। নিয়োগের বিষয়ে কোন প্রকার সুপারিশ কিংবা তদবির বা অন্য কোন অবৈধ পন্থা অবলম্বন প্রার্থীর অযোগ্যতা হিসেবে বিবেচিত হবে।: [405, 1023, 940, 1052]
ad-contact: মোঃ রোকন চৌধুরী (০১৭১১-৬৩৮৯৮৮): [984, 209, 1074, 236]
table-row: [406, 653, 940, 683]
table-cell-n: ৩.: [406, 442, 439, 472]
table-cell-req: উচ্চ মাধ্যমিক বা সমমান পরীক্ষায় উত্তীর্ণ।: [697, 623, 940, 653]
ad-ref: আর-১৫৩৫: [961, 240, 1009, 252]
payment-option: III) ইন্টারনেট ব্যাংকিং: City Touch, AB Direct, Bank Asia, MTB, Islami Bank Internet Banking;: [993, 1163, 1494, 1178]
memo-number: নং- ১৮.১৪.০১৫৮.১২৫.০২.৩৪৭ (অংশ-৮).২২-১১৮৭/৭: [405, 162, 661, 175]
ad-body: খুলনা ডুমুরিয়া খানাধীন উলা গ্রামে সশিক্ষা সংলগ্ন পাকা রাস্তার পার্শ্বে ০১ বিঘা বিলান দাগি জমি জরুরী ভিত্তিতে বিক্রয় হবে।: [16, 80, 179, 135]
ad-eye: [190, 660, 390, 880]
table-row: [406, 442, 940, 472]
table-cell-count: ০১: [658, 533, 697, 563]
ad-body: রসুলপুর মাধ্যমিক বিদ্যালয়, ডাকঘর ভাণ্ডারপাড়া, উপজেলা ডুমুরিয়া। ম্যানেজিং কমিটির সাধারণ অভিভাবক সদস্য নির্বাচন। মনোনয়নপত্র বিতরণ ও জমা- ২৭/১০/২০২৫, বাছাই- ২৮/১০/২০২৫, প্রত্যাহার- ২৯/১০/২০২৫, ভোট গ্রহণ- ০৮/১১/২০২৫ সকাল ৯টা হতে বিকাল ৪টা পর্যন্ত।: [16, 899, 179, 1023]
ad-title: জমি বিক্রয়: [11, 53, 184, 77]
column-2: [190, 52, 390, 2260]
ad-body: সান্ফ্লাওয়ার নার্সারি স্কুলে সহকারী শিক্ষক পদে নিয়োগের লক্ষ্যে যোগ্য প্রার্থীদের নিকট হতে আবেদনপত্র আহ্বান করা যাচ্ছে। শিক্ষাগত যোগ্যতা: স্নাতক/সমমান। আগ্রহী প্রার্থীগণকে জীবনবৃত্তান্ত, সদ্য তোলা ছবি ও সনদপত্রের সত্যায়িত অনুলিপিসহ ৩০/১০/২০২৫ তারিখের মধ্যে আবেদন করতে হবে।: [16, 1257, 179, 1381]
table-cell-req: অষ্টম শ্রেণি পাস এবং বৈধ হালকা ড্রাইভিং লাইসেন্সসহ ৩ বৎসরের অভিজ্ঞতা।: [697, 653, 940, 683]
table-cell-count: ০২: [658, 370, 697, 413]
ad-ref: আর-১৫৬৯: [196, 791, 244, 803]
ad-body: প্রেরক: এস এম নুরে আলম মোঃ ছিদ্দিকুর রহমান, অ্যাডভোকেট, জেলা জজ কোর্ট, খুলনা। প্রাপক: মোঃ আবদুল কাদির। আপনার নিকট আমার মক্কেলের পাওনা ৩০,০০,০০০/- টাকা পরিশোধের জন্য বারবার তাগাদা দেওয়া সত্ত্বেও আপনি তা পরিশোধ করেননি। অত্র নোটিশ প্রাপ্তির ৩০ দিনের মধ্যে উক্ত টাকা পরিশোধ না করলে আপনার বিরুদ্ধে প্রচলিত আইনে দেওয়ানী ও ফৌজদারী মামলা দায়ের করা হবে। এই মর্মে আপনাকে অত্র নোটিশ প্রদান করা হলো।: [16, 1676, 179, 1856]
ad-body: অনলাইনে পণ্য বিক্রির কাজে অভিজ্ঞতাসম্পন্ন কিছু সংখ্যক শুধুমাত্র নারী নিয়োগ দেওয়া হবে। যোগ্যতা: ন্যূনতম এইচএসসি পাস, অবশ্যই শিক্ষিত, স্মার্ট, আকর্ষণীয় চেহারা এবং সুন্দর বাচনভঙ্গির অধিকারী হতে হবে। বয়স: সর্বোচ্চ ২৮ বছর। বেতন: ২০,০০০/-: [961, 376, 1097, 500]
doctor-chamber: খুলনা চক্ষু হাসপাতাল, খুলনা: [229, 756, 350, 769]
ad-ref: আর-১৫৮২: [16, 746, 64, 758]
org-address: মোংলা, বাগেরহাট-৯৩৫১, বাংলাদেশ।: [642, 118, 807, 132]
table-cell-name: উপ-সহকারী প্রকৌশলী: [439, 503, 556, 533]
notice-title: নিয়োগ বিজ্ঞপ্তি: [556, 181, 790, 223]
ad-online-sales: [955, 320, 1103, 625]
ad-title: অনলাইন সেলস ওম্যান নিয়োগ: [956, 321, 1102, 372]
ad-body: শ্রীরামপুর মাধ্যমিক বিদ্যালয়, ফুলতলা, খুলনা। বিদ্যালয়ের ম্যানেজিং কমিটির নির্বাচনী তফসিল: ১। মনোনয়নপত্র বিতরণ- ২৪/১০/২০২৫; ২। মনোনয়নপত্র জমা- ২৬/১০/২০২৫; ৩। বাছাই- ২৯/১০/২০২৫; ৪। প্রত্যাহার- ০২/১১/২০২৫; ৫। চূড়ান্ত তালিকা প্রকাশ- ০৫/১১/২০২৫; ৬। ভোট গ্রহণ- ১৯/১১/২০২৫ সকাল ৯টা হতে বিকাল ৪টা পর্যন্ত।: [1114, 81, 1251, 260]
payment-option: I) মোবাইল ফাইন্যান্সিয়াল সার্ভিস: bKash, Nagad, Rocket, mCash, MyCash, t-cash, SureCash;: [993, 1128, 1484, 1143]
table-cell-req: স্নাতক বা সমমান ডিগ্রি এবং বিএড ডিগ্রিধারীগণ অগ্রাধিকার পাইবেন।: [697, 563, 940, 593]
ad-ref: মবক-১৯৭৭০০১৮: [965, 1648, 1047, 1662]
table-row: [406, 593, 940, 623]
table-row: [406, 503, 940, 533]
ad-contact: 01402-520016: [1268, 306, 1353, 319]
doctor-name: প্রফেসর ডাঃ মোঃ মহসীন: [196, 368, 384, 389]
masthead-left: দৈনিক পূর্বাঞ্চল-৩: [10, 12, 131, 33]
ad-school: [10, 1212, 185, 1642]
main-ad-header: [405, 60, 940, 154]
memo-line: [405, 158, 940, 177]
table-cell-scale: গ্রেড-৯ম ২২,০০০-৫৩,০৬০/-: [556, 472, 658, 502]
table-cell-req: (ক) স্নাতকোত্তর অথবা স্নাতক ডিগ্রি অথবা সমমান; (খ) সরকারি/আধা-সরকারি বা স্বায়ত্তশাসিত প্রতিষ্ঠানে অভিজ্ঞতা।: [697, 412, 940, 442]
ad-land-sale: [10, 52, 185, 172]
rule-paragraph: ড) প্রার্থী মোবাইল নম্বর/ইমেইল এবং পাসওয়ার্ড ব্যবহার করে প্রবেশপত্রে রোল নম্বর, পদের নাম, ছবি, পরীক্ষার তারিখ, সময় ও ভেন্যুর নাম ইত্যাদি তথ্য সম্বলিত প্রবেশপত্র ডাউনলোডপূর্বক রঙিন প্রিন্ট করে নিবেন। প্রার্থী লিখিত ও মৌখিক পরীক্ষার সময় উক্ত প্রবেশপত্রের রঙিন কপি প্রদর্শন করবেন।: [965, 1266, 1512, 1312]
ad-election-5: [190, 1734, 390, 2254]
main-recruitment-ad: [395, 52, 950, 2337]
column-4-left: [955, 52, 1103, 631]
rule-paragraph: গ) নির্ধারিত সময়সীমার মধ্যে আবেদনকারী প্রার্থীগণ আবেদনপত্র Submit করার পরবর্তী ৭২ ঘণ্টার মধ্যে অনলাইনে Payment System Operator (PSO) এর মাধ্যমে আবেদন ফি জমা দিবেন।: [405, 1180, 940, 1209]
rule-paragraph: ঢ) আবেদন চলাকালীন সময়ে কোন ধরনের কারিগরি ক্রটির সম্মুখীন হলে অনলাইন সাপোর্ট ডেস্ক এ লগইন করে অথবা যেকোনো সমস্যার বিষয়ে উল্লেখ করে career@mpajobsbd.com অথবা career@mpa.gov.bd এ ইমেইল করা যাবে এবং অনলাইনে আবেদনপত্র পূরণকালীন সময়ে যে কোন সহায়তা প্রয়োজন হলে অফিস চলাকালীন সময়ে (সকাল ৯:০০টা হতে বিকাল ৫:০০টা পর্যন্ত) ০১৯৫২-২০১২১৪ ও ০১৩২৯-৬৯১০০০ নম্বরে যোগাযোগ করা যাবে।: [965, 1316, 1512, 1379]
ad-contact: মোবাইল: 01922-646816: [16, 1859, 144, 1872]
ad-title: নির্বাচনী তফসিল: [191, 1362, 389, 1387]
ad-sign: প্রধান শিক্ষক ও প্রিজাইডিং অফিসার, হাজিকপুর সাময়িক মূল মাধ্যমিক বিদ্যালয়।: [16, 339, 179, 379]
ad-ref: আর-২৫৫১: [16, 157, 64, 169]
table-cell-count: ০১: [658, 563, 697, 593]
ad-sign: প্রিজাইডিং অফিসার, ডুমুরিয়া, খুলনা।: [16, 1027, 172, 1040]
table-cell-scale: গ্রেড-১৬তম ৯,৩০০-২২,৪৯০/-: [556, 593, 658, 623]
rule-paragraph: ছ) পরবর্তী ধাপসমূহে প্রার্থী কর্তৃক নিজ ধর্ম জাতীয় পরিচয়পত্র, বৈবাহিক অবস্থা, রক্তের গ্রুপ, ঠিকানা, উচ্চ শিক্ষা সংক্রান্ত তথ্য, পূর্বের/বর্তমান চাকরির অভিজ্ঞতা (যদি থাকে) সংক্রান্ত তথ্যসহ সংযুক্তি (যদি থাকে) ও স্বাক্ষর ও ছবি আপলোড (যদি থাকে) করতে হবে।: [965, 648, 1512, 694]
ad-ref: আর-১২৪৮: [196, 609, 244, 621]
rule-paragraph: ণ) অনলাইনে আবেদন এবং টাকা জমার কাজটি প্রার্থী নিজে করবেন। এক্ষেত্রে অন্য কোনো মাধ্যম বা উক্ত কাজটি সম্পন্ন করে প্রার্থী প্রতারিত হলে কর্তৃপক্ষ দায়ী থাকবে না।: [965, 1383, 1512, 1413]
table-header: বেতন স্কেল (জাতীয় বেতন স্কেল-২০১৫): [556, 340, 658, 370]
rule-paragraph: ০৫। প্রার্থী নির্বাচনের ক্ষেত্রে প্রচলিত সরকারি বিধি মোতাবেক সকল ধরনের কোটা পদ্ধতি অনুসরণ করা হবে। নিয়োগ প্রক্রিয়া চলাকালীন কোন সংশোধন বা নিয়োগের বিধি বিধানে কোন সংশোধন হলে তা অনুসরণ করা হবে।: [405, 887, 940, 916]
ad-notice: [190, 1122, 390, 1352]
rule-paragraph: ০৩। যদি কোন প্রার্থী বাংলাদেশের নাগরিক না হন কিংবা বাংলাদেশের নাগরিক নন এমন কোন ব্যক্তিকে বিবাহ করেন বা করার জন্য প্রতিশ্রুতিবদ্ধ হন তবে তিনি আবেদন করার যোগ্য বিবেচিত হবেন না।: [405, 790, 940, 819]
ad-ref: আর-১৫৯০: [196, 205, 244, 217]
table-cell-scale: গ্রেড-৬ষ্ঠ ৩৫,৫০০-৬৭,০১০/-: [556, 370, 658, 413]
table-cell-count: ০১: [658, 412, 697, 442]
ad-contact: ফোন: ০২৪৭৭৭০৪৩৯৯: [16, 1385, 121, 1398]
ad-title: জরুরী জমি বিক্রয়: [191, 505, 389, 529]
ad-ref: আর-১৫৯২: [196, 1899, 244, 1911]
ad-title: নিখোঁজ সংবাদ: [1263, 193, 1521, 217]
signer-organization: মোংলা বন্দর কর্তৃপক্ষ: [1421, 1619, 1512, 1633]
ad-title: নির্বাচনী তফসিল: [11, 398, 184, 423]
ad-sign: প্রিজাইডিং অফিসার ও মাধ্যমিক শিক্ষা অফিসার, পাইকগাছা, খুলনা।: [196, 1491, 384, 1518]
column-4-right: [1108, 52, 1257, 631]
